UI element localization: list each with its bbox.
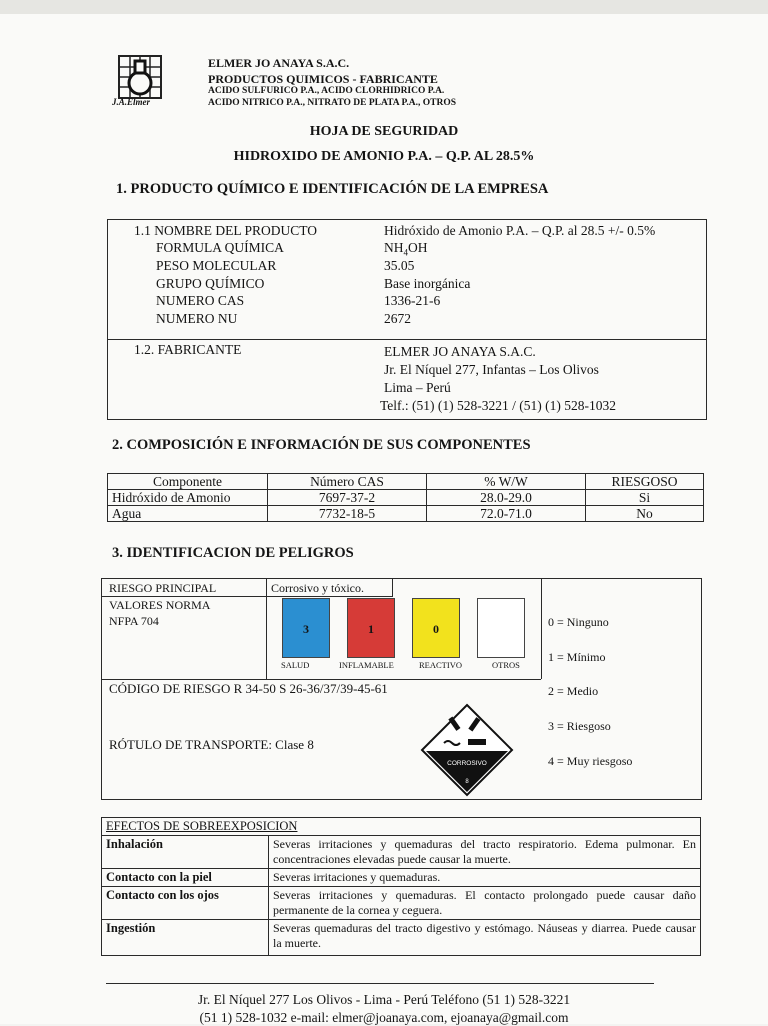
label-nfpa: NFPA 704 (109, 614, 159, 628)
cell-hazardous: Si (586, 490, 704, 506)
effect-description: Severas irritaciones y quemaduras. El contacto prolongado puede causar daño permanente de la cornea y ceguera. (269, 887, 701, 920)
corrosive-label-right (392, 578, 393, 597)
label-manufacturer: 1.2. FABRICANTE (134, 342, 242, 357)
table-row (108, 490, 704, 506)
nfpa-health-label: SALUD (281, 660, 310, 670)
cell-hazardous: No (586, 506, 704, 522)
corrosive-hazard-icon (420, 703, 514, 797)
document-title: HOJA DE SEGURIDAD (309, 124, 459, 139)
table-row (102, 887, 701, 920)
nfpa-other-swatch (477, 598, 525, 658)
cell-ww: 72.0-71.0 (427, 506, 586, 522)
label-formula: FORMULA QUÍMICA (156, 240, 284, 255)
components-table (107, 473, 704, 522)
risk-code: CÓDIGO DE RIESGO R 34-50 S 26-36/37/39-45-61 (109, 681, 388, 696)
effect-description: Severas quemaduras del tracto digestivo y estómago. Náuseas y diarrea. Puede causar la muerte. (269, 920, 701, 956)
label-nu-number: NUMERO NU (156, 311, 238, 326)
product-title: HIDROXIDO DE AMONIO P.A. – Q.P. AL 28.5% (233, 149, 535, 164)
manufacturer-name: ELMER JO ANAYA S.A.C. (384, 344, 536, 359)
effect-description: Severas irritaciones y quemaduras. (269, 869, 701, 887)
value-product-name: Hidróxido de Amonio P.A. – Q.P. al 28.5 +/- 0.5% (384, 223, 656, 238)
label-norm-values: VALORES NORMA (109, 598, 211, 612)
company-activity: PRODUCTOS QUIMICOS - FABRICANTE (208, 72, 438, 86)
table-header-row (102, 818, 701, 836)
transport-label: RÓTULO DE TRANSPORTE: Clase 8 (109, 737, 314, 752)
products-line-1: ACIDO SULFURICO P.A., ACIDO CLORHIDRICO P.A. (208, 86, 445, 96)
header-hazardous: RIESGOSO (586, 474, 704, 490)
company-name: ELMER JO ANAYA S.A.C. (208, 56, 350, 70)
table-row (102, 869, 701, 887)
nfpa-health-swatch: 3 (282, 598, 330, 658)
corrosive-diamond-text: CORROSIVO (447, 760, 487, 767)
legend-4: 4 = Muy riesgoso (548, 754, 633, 768)
cell-ww: 28.0-29.0 (427, 490, 586, 506)
cell-cas: 7732-18-5 (268, 506, 427, 522)
section-2-heading: 2. COMPOSICIÓN E INFORMACIÓN DE SUS COMPONENTES (112, 437, 531, 453)
header-cas: Número CAS (268, 474, 427, 490)
effect-route: Contacto con la piel (102, 869, 269, 887)
value-formula: $NH_4OH$ (384, 240, 428, 258)
value-main-risk: Corrosivo y tóxico. (271, 581, 364, 595)
table-row (102, 920, 701, 956)
table-row (108, 506, 704, 522)
section-1-divider (107, 339, 707, 340)
flask-logo-icon (118, 55, 162, 99)
manufacturer-phone: Telf.: (51) (1) 528-3221 / (51) (1) 528-1032 (380, 398, 616, 413)
footer-address: Jr. El Níquel 277 Los Olivos - Lima - Perú Teléfono (51 1) 528-3221 (197, 992, 571, 1007)
manufacturer-address: Jr. El Níquel 277, Infantas – Los Olivos (384, 362, 599, 377)
effect-route: Ingestión (102, 920, 269, 956)
label-chemical-group: GRUPO QUÍMICO (156, 276, 265, 291)
nfpa-reactivity-label: REACTIVO (419, 660, 462, 670)
corrosive-diamond-class: 8 (465, 779, 469, 785)
effects-heading: EFECTOS DE SOBREEXPOSICION (102, 818, 701, 836)
nfpa-right-border (541, 578, 542, 679)
logo-caption: J.A.Elmer (112, 97, 151, 107)
table-row (102, 836, 701, 869)
cell-component: Agua (108, 506, 268, 522)
header-component: Componente (108, 474, 268, 490)
legend-3: 3 = Riesgoso (548, 719, 611, 733)
nfpa-other-label: OTROS (492, 660, 520, 670)
nfpa-flammability-swatch: 1 (347, 598, 395, 658)
header-ww: % W/W (427, 474, 586, 490)
legend-2: 2 = Medio (548, 684, 599, 698)
legend-1: 1 = Mínimo (548, 650, 606, 664)
value-cas-number: 1336-21-6 (384, 293, 441, 308)
nfpa-flammability-label: INFLAMABLE (339, 660, 394, 670)
label-product-name: 1.1 NOMBRE DEL PRODUCTO (134, 223, 318, 238)
manufacturer-city: Lima – Perú (384, 380, 451, 395)
section-3-heading: 3. IDENTIFICACION DE PELIGROS (112, 545, 354, 561)
value-chemical-group: Base inorgánica (384, 276, 471, 291)
label-main-risk: RIESGO PRINCIPAL (109, 581, 217, 595)
footer-rule (106, 983, 654, 984)
scan-top-edge (0, 0, 768, 14)
cell-cas: 7697-37-2 (268, 490, 427, 506)
nfpa-left-border (266, 578, 267, 679)
legend-0: 0 = Ninguno (548, 615, 609, 629)
table-header-row (108, 474, 704, 490)
value-molecular-weight: 35.05 (384, 258, 415, 273)
effect-route: Contacto con los ojos (102, 887, 269, 920)
footer-contact: (51 1) 528-1032 e-mail: elmer@joanaya.com, ejoanaya@gmail.com (199, 1010, 569, 1025)
section-1-heading: 1. PRODUCTO QUÍMICO E IDENTIFICACIÓN DE LA EMPRESA (116, 181, 549, 197)
effect-route: Inhalación (102, 836, 269, 869)
products-line-2: ACIDO NITRICO P.A., NITRATO DE PLATA P.A., OTROS (208, 98, 457, 108)
cell-component: Hidróxido de Amonio (108, 490, 268, 506)
value-nu-number: 2672 (384, 311, 411, 326)
overexposure-effects-table (101, 817, 701, 956)
nfpa-reactivity-swatch: 0 (412, 598, 460, 658)
label-molecular-weight: PESO MOLECULAR (156, 258, 277, 273)
effect-description: Severas irritaciones y quemaduras del tracto respiratorio. Edema pulmonar. En concentraciones elevadas puede causar la muerte. (269, 836, 701, 869)
label-cas-number: NUMERO CAS (156, 293, 245, 308)
